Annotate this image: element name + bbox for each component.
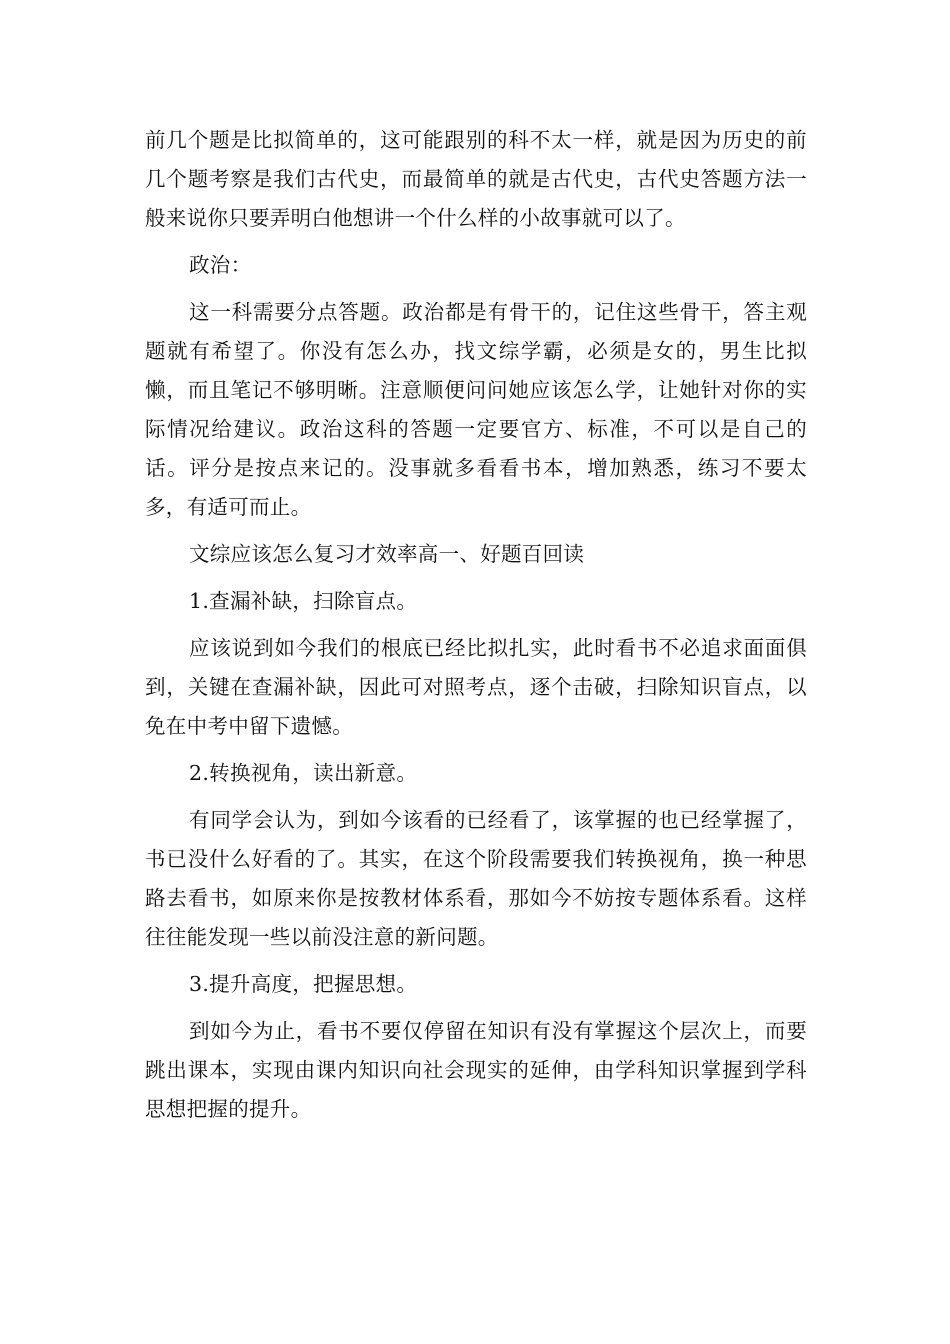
paragraph-history-continuation: 前几个题是比拟简单的，这可能跟别的科不太一样，就是因为历史的前几个题考察是我们古代史，而最简单的就是古代史，古代史答题方法一般来说你只要弄明白他想讲一个什么样的小故事就可以了。 — [145, 128, 807, 230]
paragraph-politics: 这一科需要分点答题。政治都是有骨干的，记住这些骨干，答主观题就有希望了。你没有怎么办，找文综学霸，必须是女的，男生比拟懒，而且笔记不够明晰。注意顺便问问她应该怎么学，让她针对你的实际情况给建议。政治这科的答题一定要官方、标准，不可以是自己的话。评分是按点来记的。没事就多看看书本，增加熟悉，练习不要太多，有适可而止。 — [145, 300, 807, 519]
paragraph-change-perspective: 有同学会认为，到如今该看的已经看了，该掌握的也已经掌握了，书已没什么好看的了。其实，在这个阶段需要我们转换视角，换一种思路去看书，如原来你是按教材体系看，那如今不妨按专题体系看。这样往往能发现一些以前没注意的新问题。 — [145, 808, 807, 949]
document-body — [145, 121, 807, 1129]
subheading-change-perspective: 2.转换视角，读出新意。 — [189, 761, 418, 785]
subheading-raise-level: 3.提升高度，把握思想。 — [189, 972, 418, 996]
subheading-fill-gaps: 1.查漏补缺，扫除盲点。 — [189, 589, 418, 613]
paragraph-raise-level: 到如今为止，看书不要仅停留在知识有没有掌握这个层次上，而要跳出课本，实现由课内知识向社会现实的延伸，由学科知识掌握到学科思想把握的提升。 — [145, 1019, 807, 1121]
heading-review-efficiency: 文综应该怎么复习才效率高一、好题百回读 — [189, 542, 585, 566]
paragraph-fill-gaps: 应该说到如今我们的根底已经比拟扎实，此时看书不必追求面面俱到，关键在查漏补缺，因此可对照考点，逐个击破，扫除知识盲点，以免在中考中留下遗憾。 — [145, 636, 807, 738]
heading-politics: 政治： — [189, 253, 252, 277]
